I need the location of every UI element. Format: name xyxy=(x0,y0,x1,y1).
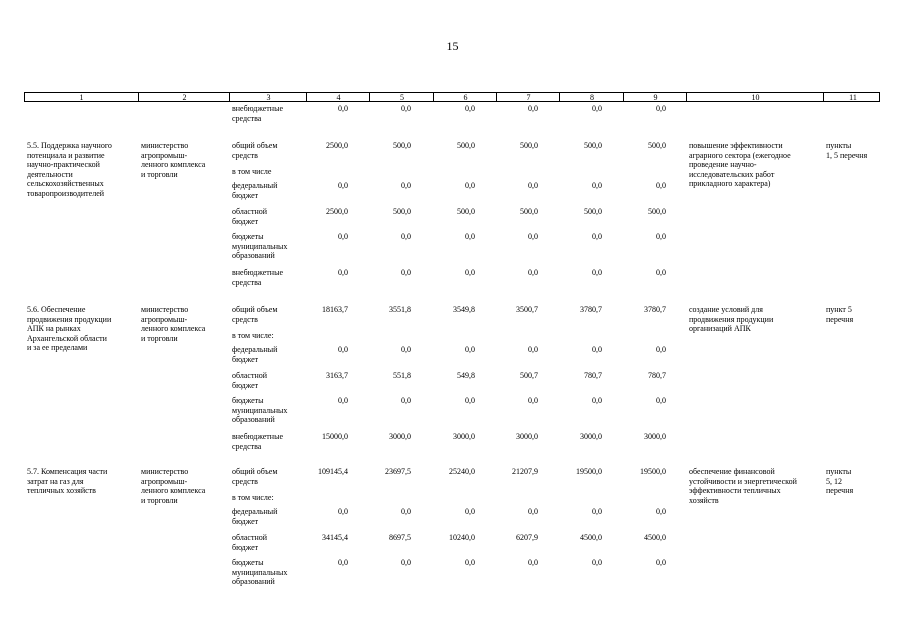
funding-value: 18163,7 xyxy=(322,305,348,314)
funding-value: 3780,7 xyxy=(644,305,666,314)
page-number: 15 xyxy=(446,39,459,53)
funding-value: 500,7 xyxy=(520,371,538,380)
funding-value: 3163,7 xyxy=(326,371,348,380)
funding-value: 0,0 xyxy=(656,396,666,405)
funding-source-label: федеральный бюджет xyxy=(232,345,278,364)
funding-value: 0,0 xyxy=(338,181,348,190)
funding-source-label: федеральный бюджет xyxy=(232,181,278,200)
funding-value: 10240,0 xyxy=(449,533,475,542)
funding-value: 0,0 xyxy=(338,104,348,113)
funding-value: 3000,0 xyxy=(389,432,411,441)
funding-value: 0,0 xyxy=(465,104,475,113)
funding-value: 500,0 xyxy=(648,207,666,216)
funding-value: 0,0 xyxy=(592,507,602,516)
funding-source-label: областной бюджет xyxy=(232,207,268,226)
funding-value: 34145,4 xyxy=(322,533,348,542)
funding-value: 3000,0 xyxy=(580,432,602,441)
funding-value: 0,0 xyxy=(592,181,602,190)
funding-value: 0,0 xyxy=(528,396,538,405)
header-col-7: 7 xyxy=(496,93,560,102)
funding-value: 19500,0 xyxy=(640,467,666,476)
funding-value: 4500,0 xyxy=(580,533,602,542)
funding-value: 4500,0 xyxy=(644,533,666,542)
funding-value: 0,0 xyxy=(528,232,538,241)
funding-value: 23697,5 xyxy=(385,467,411,476)
header-col-10: 10 xyxy=(686,93,824,102)
header-col-1: 1 xyxy=(79,93,84,102)
funding-value: 0,0 xyxy=(592,104,602,113)
ministry-name: министерство агропромыш- ленного комплекса и торговли xyxy=(141,305,206,343)
funding-value: 549,8 xyxy=(457,371,475,380)
funding-value: 0,0 xyxy=(401,558,411,567)
measure-goal: повышение эффективности аграрного сектора (ежегодное проведение научно- исследовательских работ прикладного характера) xyxy=(689,141,791,188)
ministry-name: министерство агропромыш- ленного комплекса и торговли xyxy=(141,467,206,505)
funding-source-label: внебюджетные средства xyxy=(232,432,283,451)
funding-value: 551,8 xyxy=(393,371,411,380)
funding-value: 500,0 xyxy=(393,141,411,150)
funding-value: 15000,0 xyxy=(322,432,348,441)
funding-value: 500,0 xyxy=(457,207,475,216)
funding-value: 0,0 xyxy=(528,345,538,354)
funding-value: 25240,0 xyxy=(449,467,475,476)
measure-title: 5.5. Поддержка научного потенциала и развитие научно-практической деятельности сельскохозяйственных товаропроизводителей xyxy=(27,141,112,198)
funding-value: 0,0 xyxy=(465,558,475,567)
funding-source-label: бюджеты муниципальных образований xyxy=(232,232,288,260)
funding-value: 0,0 xyxy=(465,268,475,277)
measure-title: 5.7. Компенсация части затрат на газ для тепличных хозяйств xyxy=(27,467,108,495)
funding-source-label: общий объем средств xyxy=(232,141,278,160)
funding-value: 0,0 xyxy=(338,507,348,516)
funding-value: 0,0 xyxy=(465,507,475,516)
funding-value: 2500,0 xyxy=(326,207,348,216)
funding-source-label: в том числе: xyxy=(232,493,274,502)
funding-value: 0,0 xyxy=(528,558,538,567)
measure-goal: создание условий для продвижения продукции организаций АПК xyxy=(689,305,774,333)
list-items-ref: пункты 1, 5 перечня xyxy=(826,141,868,160)
funding-value: 0,0 xyxy=(592,396,602,405)
funding-value: 0,0 xyxy=(465,181,475,190)
funding-value: 3549,8 xyxy=(453,305,475,314)
funding-value: 3780,7 xyxy=(580,305,602,314)
header-col-2: 2 xyxy=(138,93,230,102)
funding-source-label: внебюджетные средства xyxy=(232,268,283,287)
funding-value: 500,0 xyxy=(393,207,411,216)
funding-value: 0,0 xyxy=(592,558,602,567)
funding-source-label: бюджеты муниципальных образований xyxy=(232,558,288,586)
funding-value: 19500,0 xyxy=(576,467,602,476)
funding-source-label: в том числе: xyxy=(232,331,274,340)
funding-value: 3000,0 xyxy=(644,432,666,441)
funding-source-label: областной бюджет xyxy=(232,533,268,552)
funding-value: 780,7 xyxy=(584,371,602,380)
funding-value: 500,0 xyxy=(648,141,666,150)
list-items-ref: пункты 5, 12 перечня xyxy=(826,467,854,495)
header-col-4: 4 xyxy=(306,93,370,102)
funding-value: 0,0 xyxy=(592,232,602,241)
funding-value: 0,0 xyxy=(401,345,411,354)
funding-value: 3000,0 xyxy=(516,432,538,441)
funding-value: 0,0 xyxy=(656,345,666,354)
funding-source-label: бюджеты муниципальных образований xyxy=(232,396,288,424)
funding-value: 0,0 xyxy=(338,558,348,567)
funding-value: 3000,0 xyxy=(453,432,475,441)
header-col-6: 6 xyxy=(433,93,497,102)
funding-value: 6207,9 xyxy=(516,533,538,542)
measure-goal: обеспечение финансовой устойчивости и энергетической эффективности тепличных хозяйств xyxy=(689,467,797,505)
funding-value: 3551,8 xyxy=(389,305,411,314)
funding-value: 0,0 xyxy=(592,345,602,354)
funding-value: 500,0 xyxy=(584,207,602,216)
header-col-3: 3 xyxy=(229,93,307,102)
funding-value: 21207,9 xyxy=(512,467,538,476)
funding-value: 0,0 xyxy=(656,558,666,567)
funding-value: 0,0 xyxy=(338,345,348,354)
measure-title: 5.6. Обеспечение продвижения продукции АПК на рынках Архангельской области и за ее пределами xyxy=(27,305,112,352)
header-col-9: 9 xyxy=(623,93,687,102)
funding-value: 0,0 xyxy=(401,396,411,405)
funding-value: 0,0 xyxy=(592,268,602,277)
funding-value: 0,0 xyxy=(338,232,348,241)
funding-value: 0,0 xyxy=(656,232,666,241)
funding-value: 0,0 xyxy=(465,232,475,241)
funding-value: 0,0 xyxy=(401,232,411,241)
funding-source-label: в том числе xyxy=(232,167,272,176)
funding-value: 0,0 xyxy=(401,507,411,516)
funding-source-label: общий объем средств xyxy=(232,467,278,486)
ministry-name: министерство агропромыш- ленного комплекса и торговли xyxy=(141,141,206,179)
funding-value: 780,7 xyxy=(648,371,666,380)
funding-value: 0,0 xyxy=(656,507,666,516)
header-col-5: 5 xyxy=(369,93,434,102)
funding-value: 0,0 xyxy=(465,345,475,354)
funding-value: 0,0 xyxy=(401,181,411,190)
list-items-ref: пункт 5 перечня xyxy=(826,305,854,324)
header-col-11: 11 xyxy=(823,93,882,102)
funding-value: 0,0 xyxy=(656,104,666,113)
funding-source-label: областной бюджет xyxy=(232,371,268,390)
funding-source-label: общий объем средств xyxy=(232,305,278,324)
funding-value: 0,0 xyxy=(656,181,666,190)
funding-value: 0,0 xyxy=(528,507,538,516)
funding-value: 0,0 xyxy=(338,396,348,405)
funding-value: 0,0 xyxy=(465,396,475,405)
funding-value: 2500,0 xyxy=(326,141,348,150)
funding-value: 500,0 xyxy=(520,141,538,150)
funding-value: 0,0 xyxy=(401,268,411,277)
funding-value: 0,0 xyxy=(528,104,538,113)
header-col-8: 8 xyxy=(559,93,624,102)
funding-value: 3500,7 xyxy=(516,305,538,314)
funding-source-label: федеральный бюджет xyxy=(232,507,278,526)
funding-value: 109145,4 xyxy=(318,467,348,476)
funding-value: 0,0 xyxy=(528,268,538,277)
funding-value: 500,0 xyxy=(520,207,538,216)
funding-source-label: внебюджетные средства xyxy=(232,104,283,123)
funding-value: 8697,5 xyxy=(389,533,411,542)
funding-value: 0,0 xyxy=(528,181,538,190)
funding-value: 500,0 xyxy=(457,141,475,150)
funding-value: 0,0 xyxy=(338,268,348,277)
funding-value: 0,0 xyxy=(656,268,666,277)
funding-value: 0,0 xyxy=(401,104,411,113)
funding-value: 500,0 xyxy=(584,141,602,150)
